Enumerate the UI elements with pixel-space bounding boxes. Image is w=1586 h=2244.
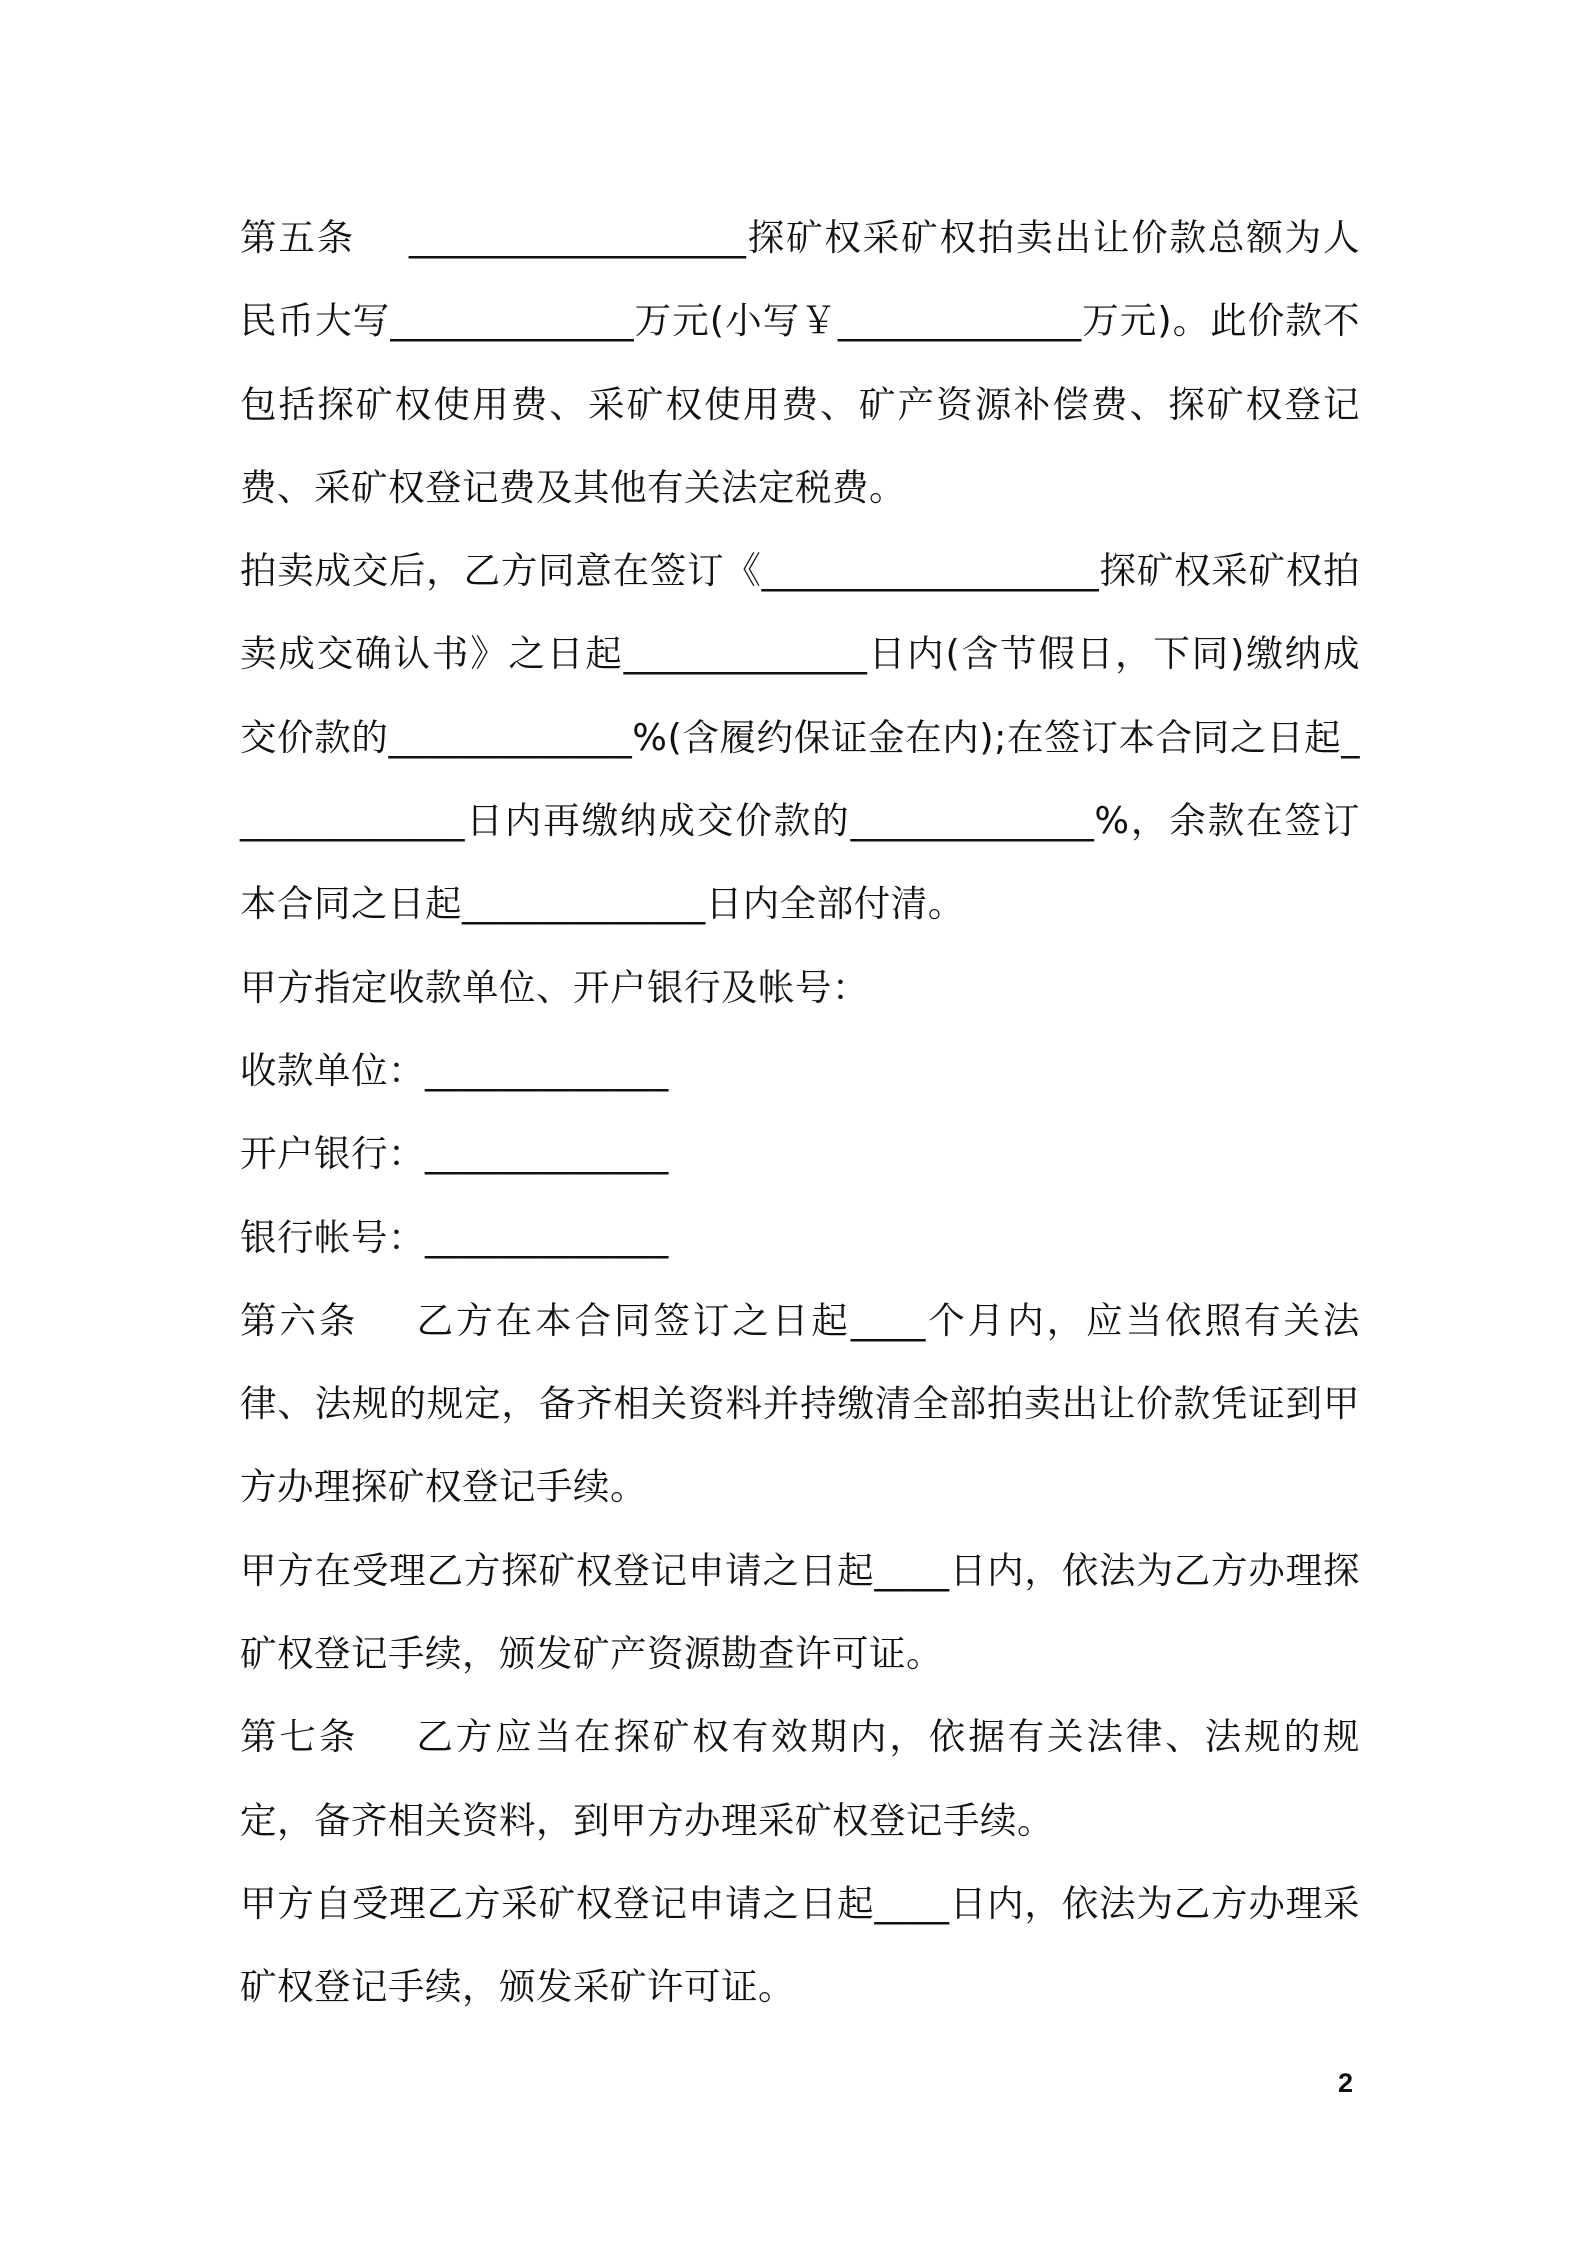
bank-account-line: 银行帐号：_____________ — [240, 1215, 669, 1259]
exploration-license-paragraph: 甲方在受理乙方探矿权登记申请之日起____日内，依法为乙方办理探矿权登记手续，颁发矿产资源勘查许可证。 — [240, 1548, 1360, 1676]
article-6-registration: 第六条 乙方在本合同签订之日起____个月内，应当依照有关法律、法规的规定，备齐相关资料并持缴清全部拍卖出让价款凭证到甲方办理探矿权登记手续。 — [240, 1298, 1360, 1509]
document-body — [240, 196, 1360, 2029]
payee-info-heading: 甲方指定收款单位、开户银行及帐号： — [240, 965, 869, 1009]
mining-license-paragraph: 甲方自受理乙方采矿权登记申请之日起____日内，依法为乙方办理采矿权登记手续，颁发采矿许可证。 — [240, 1881, 1360, 2009]
page-number: 2 — [1338, 2068, 1354, 2098]
article-5-payment-terms: 第五条 __________________探矿权采矿权拍卖出让价款总额为人民币大写_____________万元(小写￥_____________万元)。此价款不包括探矿权使用费、采矿权使用费、矿产资源补偿费、探矿权登记费、采矿权登记费及其他有关法定税费。 — [240, 216, 1360, 509]
bank-name-line: 开户银行：_____________ — [240, 1132, 669, 1176]
payment-schedule-paragraph: 拍卖成交后，乙方同意在签订《__________________探矿权采矿权拍卖成交确认书》之日起_____________日内(含节假日，下同)缴纳成交价款的_____________%(含履约保证金在内);在签订本合同之日起_____________日内再缴纳成交价款的_____________%，余款在签订本合同之日起_____________日内全部付清。 — [240, 549, 1360, 926]
article-7-mining-registration: 第七条 乙方应当在探矿权有效期内，依据有关法律、法规的规定，备齐相关资料，到甲方办理采矿权登记手续。 — [240, 1715, 1360, 1842]
payee-unit-line: 收款单位：_____________ — [240, 1048, 669, 1092]
